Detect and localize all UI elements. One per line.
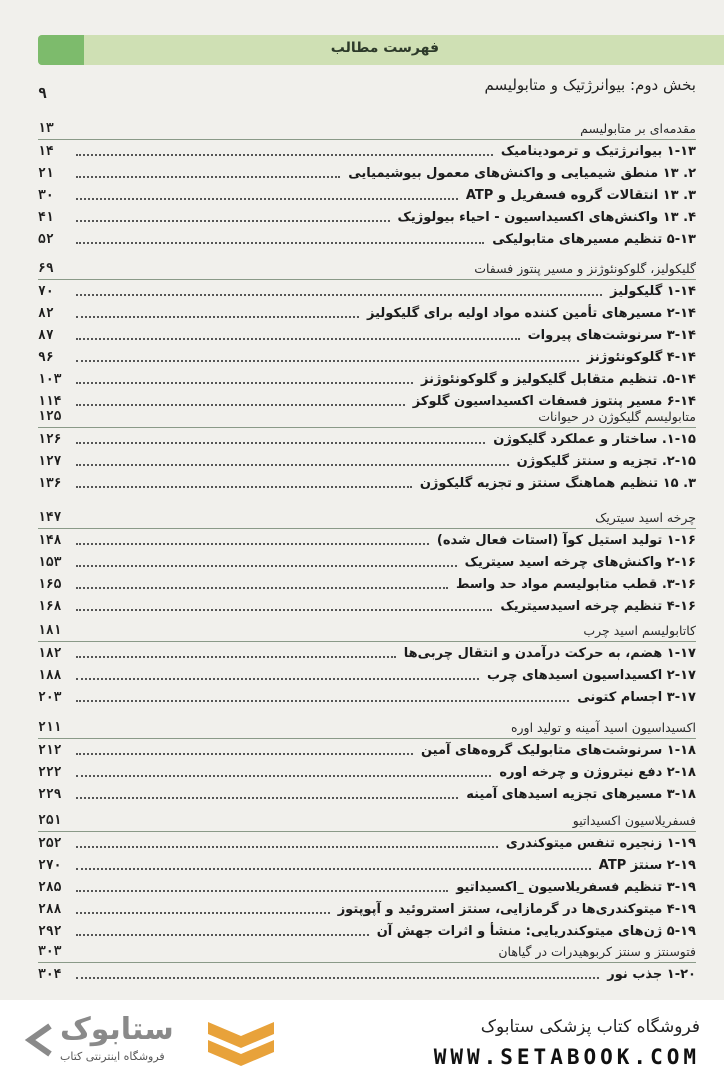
chapter-heading[interactable] [38,508,696,529]
entry-title: ۳-۱۸ مسیرهای تجزیه اسیدهای آمینه [462,787,696,802]
chapter-page-number: ۱۳ [38,121,54,136]
toc-entry[interactable] [38,162,696,184]
page-title: فهرست مطالب [330,40,439,56]
toc-entry[interactable] [38,686,696,708]
entry-page-number: ۱۶۵ [38,576,62,592]
chevron-left-icon [20,1022,54,1058]
chapter-section [38,621,696,708]
entry-title: ۱-۱۴ گلیکولیز [606,284,696,299]
entry-title: ۳-۱۷ اجسام کتونی [573,690,696,705]
toc-entry[interactable] [38,761,696,783]
entry-title: ۱-۱۹ زنجیره تنفس میتوکندری [502,836,696,851]
chapter-heading[interactable] [38,407,696,428]
entry-page-number: ۲۹۲ [38,923,62,939]
dot-leader [76,464,509,466]
entry-page-number: ۵۲ [38,231,54,247]
entry-page-number: ۱۸۲ [38,645,62,661]
entry-title: ۲-۱۸ دفع نیتروژن و چرخه اوره [495,765,696,780]
entry-page-number: ۹۶ [38,349,54,365]
chapter-page-number: ۱۲۵ [38,409,62,424]
entry-page-number: ۲۵۲ [38,835,62,851]
entry-page-number: ۴۱ [38,209,54,225]
toc-entry[interactable] [38,963,696,985]
dot-leader [76,775,491,777]
entry-page-number: ۱۴ [38,143,54,159]
dot-leader [76,797,458,799]
entry-title: ۱-۱۷ هضم، به حرکت درآمدن و انتقال چربی‌ها [400,646,696,661]
entry-page-number: ۱۲۷ [38,453,62,469]
dot-leader [76,609,492,611]
footer-banner [0,1000,724,1080]
entry-title: ۲-۱۵. تجزیه و سنتز گلیکوژن [513,454,696,469]
dot-leader [76,934,369,936]
entry-page-number: ۲۷۰ [38,857,62,873]
entry-page-number: ۱۸۸ [38,667,62,683]
dot-leader [76,382,413,384]
store-logo[interactable] [16,1014,286,1070]
entry-title: ۴-۱۶ تنظیم چرخه اسیدسیتریک [496,599,696,614]
store-name: فروشگاه کتاب پزشکی ستابوک [480,1017,700,1037]
entry-page-number: ۱۵۳ [38,554,62,570]
toc-entry[interactable] [38,228,696,250]
part-title: بخش دوم: بیوانرژتیک و متابولیسم [484,76,696,94]
logo-tagline: فروشگاه اینترنتی کتاب [60,1050,165,1063]
entry-title: ۵-۱۹ ژن‌های میتوکندریایی: منشأ و اثرات جهش آن [373,924,696,939]
chapter-title: گلیکولیز، گلوکونئوژنز و مسیر پنتوز فسفات [474,261,696,276]
dot-leader [76,700,569,702]
dot-leader [76,360,579,362]
dot-leader [76,404,405,406]
toc-entry[interactable] [38,595,696,617]
dot-leader [76,543,429,545]
chapter-heading[interactable] [38,259,696,280]
toc-entry[interactable] [38,832,696,854]
entry-page-number: ۷۰ [38,283,54,299]
chapter-section [38,407,696,494]
dot-leader [76,565,457,567]
chapter-title: متابولیسم گلیکوژن در حیوانات [538,409,696,424]
dot-leader [76,753,413,755]
dot-leader [76,912,330,914]
chapter-title: مقدمه‌ای بر متابولیسم [580,121,696,136]
toc-entry[interactable] [38,783,696,805]
toc-entry[interactable] [38,664,696,686]
dot-leader [76,242,484,244]
toc-entry[interactable] [38,368,696,390]
toc-entry[interactable] [38,642,696,664]
entry-title: ۱-۱۵. ساختار و عملکرد گلیکوژن [489,432,696,447]
entry-page-number: ۱۰۳ [38,371,62,387]
entry-page-number: ۳۰ [38,187,54,203]
toc-entry[interactable] [38,739,696,761]
toc-entry[interactable] [38,450,696,472]
chapter-title: کاتابولیسم اسید چرب [583,623,696,638]
entry-title: ۳. ۱۵ تنظیم هماهنگ سنتز و تجزیه گلیکوژن [416,476,696,491]
dot-leader [76,678,479,680]
chapter-title: فسفریلاسیون اکسیداتیو [572,813,696,828]
header-bar [38,35,724,65]
entry-title: ۲-۱۹ سنتز ATP [595,858,696,873]
entry-title: ۱-۱۶ تولید استیل کوآ (استات فعال شده) [433,533,696,548]
dot-leader [76,846,498,848]
chapter-title: اکسیداسیون اسید آمینه و تولید اوره [510,720,696,735]
toc-entry[interactable] [38,280,696,302]
entry-page-number: ۲۱۲ [38,742,62,758]
part-page-number: ۹ [38,84,48,102]
dot-leader [76,442,485,444]
entry-page-number: ۲۱ [38,165,54,181]
toc-entry[interactable] [38,428,696,450]
entry-title: ۲-۱۷ اکسیداسیون اسیدهای چرب [483,668,696,683]
chapter-section [38,718,696,805]
entry-page-number: ۲۲۹ [38,786,62,802]
chapter-page-number: ۲۱۱ [38,720,62,735]
entry-page-number: ۱۴۸ [38,532,62,548]
entry-title: ۳-۱۴ سرنوشت‌های پیروات [524,328,696,343]
toc-entry[interactable] [38,324,696,346]
dot-leader [76,294,602,296]
entry-page-number: ۱۶۸ [38,598,62,614]
chapter-page-number: ۱۸۱ [38,623,62,638]
entry-page-number: ۲۲۲ [38,764,62,780]
chapter-section [38,259,696,412]
toc-entry[interactable] [38,854,696,876]
chapter-heading[interactable] [38,621,696,642]
chapter-page-number: ۶۹ [38,261,54,276]
toc-entry[interactable] [38,140,696,162]
chapter-section [38,942,696,985]
toc-entry[interactable] [38,184,696,206]
entry-title: ۱-۱۸ سرنوشت‌های متابولیک گروه‌های آمین [417,743,696,758]
toc-entry[interactable] [38,920,696,942]
toc-entry[interactable] [38,302,696,324]
book-logo-icon [206,1018,276,1066]
entry-title: ۴-۱۴ گلوکونئوژنز [583,350,696,365]
toc-entry[interactable] [38,551,696,573]
chapter-section [38,508,696,617]
entry-page-number: ۱۳۶ [38,475,62,491]
dot-leader [76,587,448,589]
entry-title: ۲-۱۶ واکنش‌های چرخه اسید سیتریک [461,555,696,570]
store-url-link[interactable]: WWW.SETABOOK.COM [433,1045,700,1069]
logo-wordmark: ستابوک [60,1012,174,1047]
entry-page-number: ۸۷ [38,327,54,343]
chapter-heading[interactable] [38,811,696,832]
entry-title: ۳-۱۹ تنظیم فسفریلاسیون _اکسیداتیو [452,880,696,895]
chapter-title: چرخه اسید سیتریک [595,510,696,525]
toc-entry[interactable] [38,529,696,551]
entry-page-number: ۲۸۸ [38,901,62,917]
dot-leader [76,868,591,870]
dot-leader [76,656,396,658]
toc-entry[interactable] [38,206,696,228]
entry-title: ۲. ۱۳ منطق شیمیایی و واکنش‌های معمول بیوشیمیایی [344,166,696,181]
entry-title: ۳-۱۶. قطب متابولیسم مواد حد واسط [452,577,696,592]
toc-entry[interactable] [38,898,696,920]
dot-leader [76,338,520,340]
entry-title: ۵-۱۴. تنظیم متقابل گلیکولیز و گلوکونئوژنز [417,372,696,387]
entry-title: ۱-۲۰ جذب نور [603,967,696,982]
toc-entry[interactable] [38,346,696,368]
dot-leader [76,316,359,318]
entry-title: ۴. ۱۳ واکنش‌های اکسیداسیون - احیاء بیولوژیک [394,210,696,225]
header-tab [38,35,84,65]
entry-page-number: ۲۰۳ [38,689,62,705]
dot-leader [76,486,412,488]
chapter-page-number: ۲۵۱ [38,813,62,828]
dot-leader [76,977,599,979]
chapter-heading[interactable] [38,718,696,739]
entry-title: ۱-۱۳ بیوانرژتیک و ترمودینامیک [497,144,696,159]
dot-leader [76,154,493,156]
chapter-heading[interactable] [38,942,696,963]
chapter-title: فتوسنتز و سنتز کربوهیدرات در گیاهان [498,944,696,959]
entry-title: ۵-۱۳ تنظیم مسیرهای متابولیکی [488,232,696,247]
chapter-heading[interactable] [38,119,696,140]
chapter-section [38,119,696,250]
dot-leader [76,220,390,222]
dot-leader [76,176,340,178]
entry-title: ۳. ۱۳ انتقالات گروه فسفریل و ATP [462,188,696,203]
toc-entry[interactable] [38,472,696,494]
entry-page-number: ۱۲۶ [38,431,62,447]
chapter-section [38,811,696,942]
dot-leader [76,890,448,892]
entry-page-number: ۸۲ [38,305,54,321]
chapter-page-number: ۳۰۳ [38,944,62,959]
entry-page-number: ۱۱۴ [38,393,62,409]
dot-leader [76,198,458,200]
entry-title: ۴-۱۹ میتوکندری‌ها در گرمازایی، سنتز استروئید و آپوپتوز [334,902,696,917]
entry-title: ۶-۱۴ مسیر پنتوز فسفات اکسیداسیون گلوکز [409,394,696,409]
chapter-page-number: ۱۴۷ [38,510,62,525]
entry-page-number: ۳۰۴ [38,966,62,982]
toc-entry[interactable] [38,573,696,595]
entry-title: ۲-۱۴ مسیرهای تأمین کننده مواد اولیه برای گلیکولیز [363,306,696,321]
toc-entry[interactable] [38,876,696,898]
entry-page-number: ۲۸۵ [38,879,62,895]
